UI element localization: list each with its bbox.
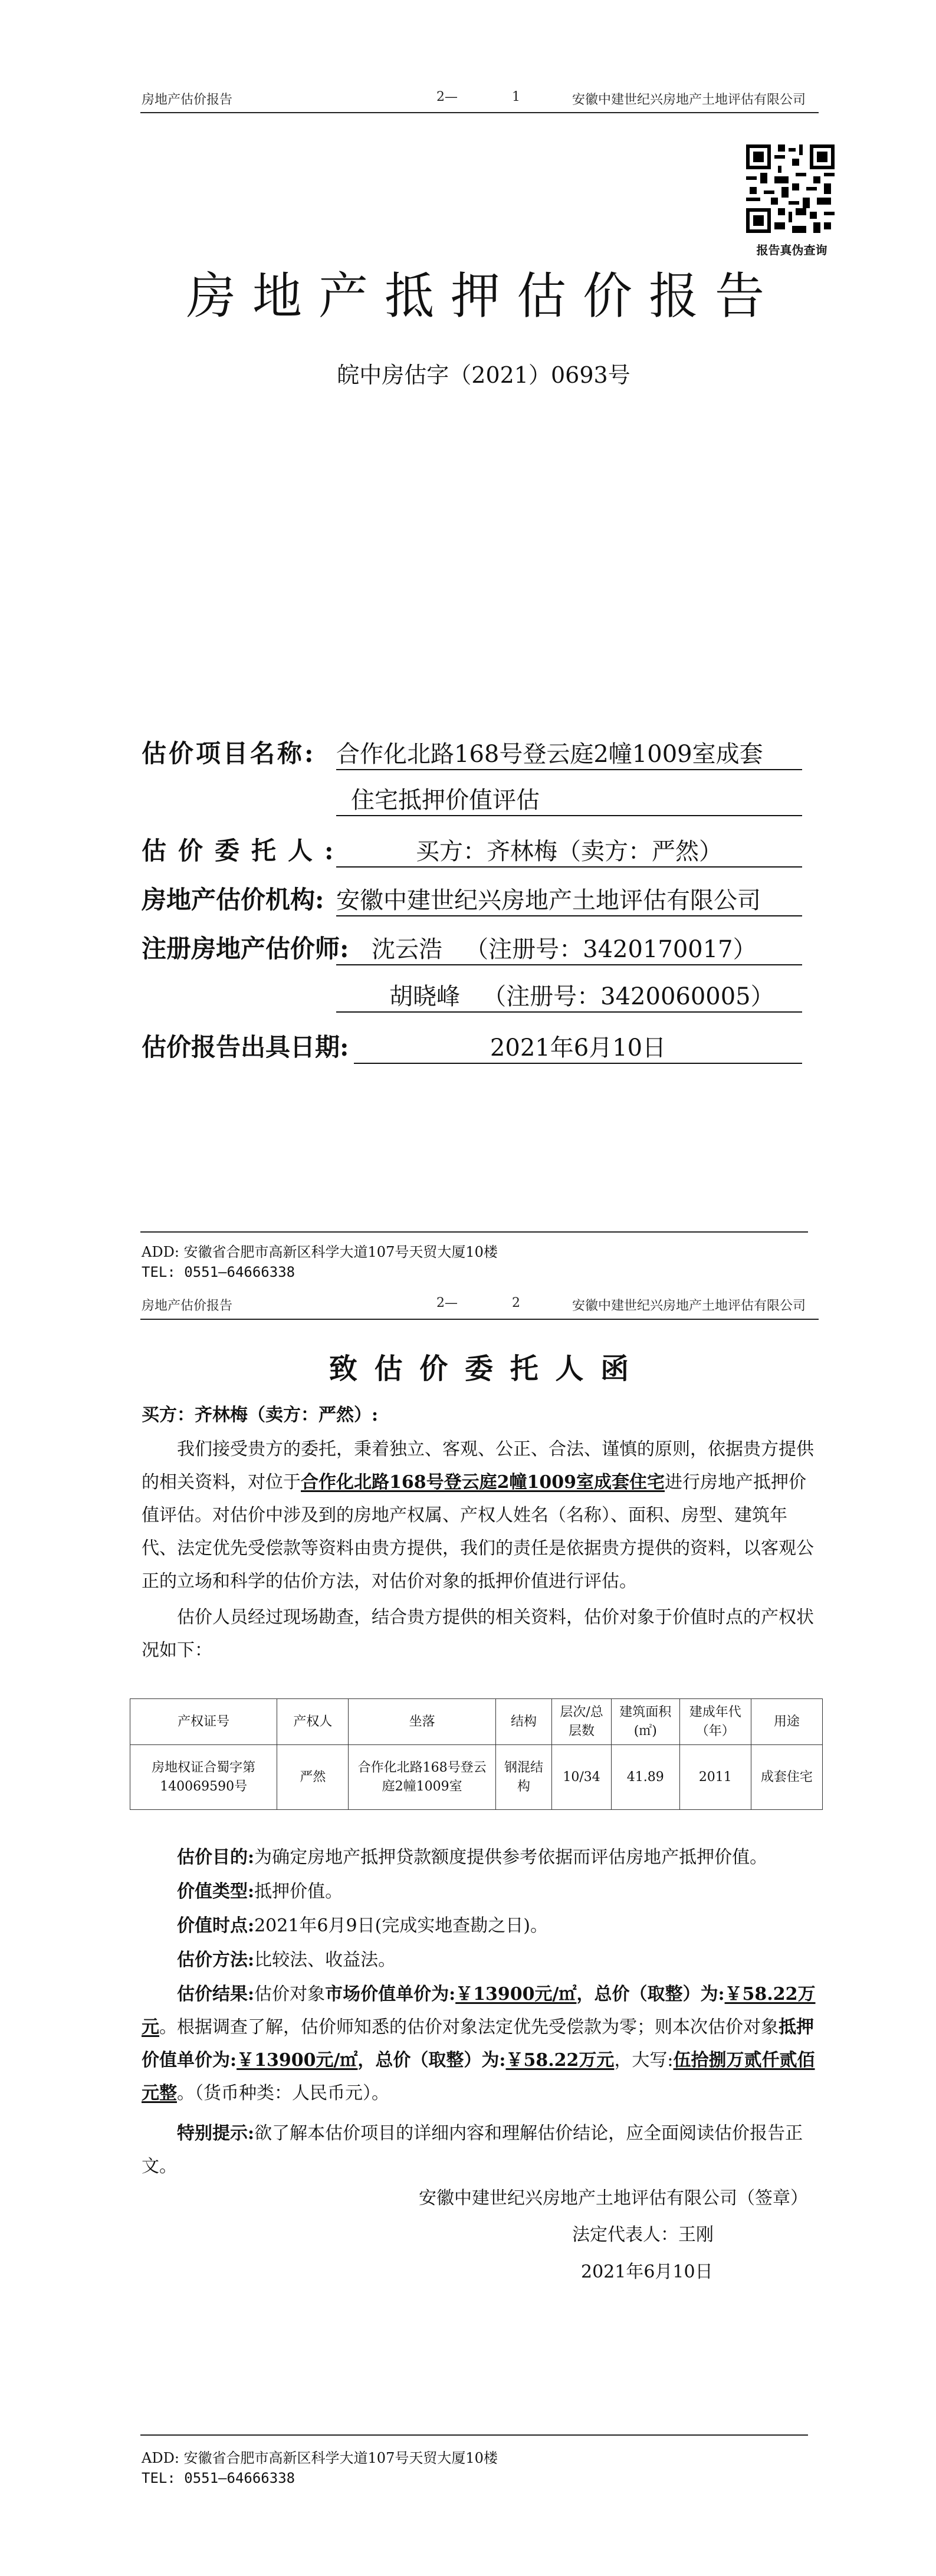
property-table bbox=[130, 1698, 823, 1810]
result-label: 估价结果: bbox=[177, 1984, 255, 2005]
appraiser-1: 沈云浩 （注册号：3420170017） bbox=[336, 931, 802, 965]
company-signature: 安徽中建世纪兴房地产土地评估有限公司（签章） bbox=[419, 2188, 808, 2209]
table-cell: 10/34 bbox=[552, 1745, 612, 1810]
notice-text: 欲了解本估价项目的详细内容和理解估价结论，应全面阅读估价报告正文。 bbox=[142, 2123, 803, 2177]
page1-header-page-prefix: 2— bbox=[436, 90, 458, 104]
page2-footer-rule bbox=[140, 2434, 808, 2436]
page1-footer-address: ADD: 安徽省合肥市高新区科学大道107号天贸大厦10楼 bbox=[142, 1244, 498, 1260]
notice-paragraph bbox=[142, 2117, 820, 2183]
page1-footer-rule bbox=[140, 1231, 808, 1233]
table-header: 建成年代（年） bbox=[679, 1699, 751, 1745]
purpose-line bbox=[142, 1841, 820, 1874]
market-total-label: ，总价（取整）为: bbox=[576, 1984, 725, 2005]
page1-header-right: 安徽中建世纪兴房地产土地评估有限公司 bbox=[572, 93, 806, 107]
document-number: 皖中房估字（2021）0693号 bbox=[337, 362, 630, 388]
value-time-line bbox=[142, 1910, 820, 1943]
purpose-value: 为确定房地产抵押贷款额度提供参考依据而评估房地产抵押价值。 bbox=[254, 1847, 768, 1868]
project-name-line2: 住宅抵押价值评估 bbox=[336, 781, 802, 816]
paragraph-1-body: 进行房地产抵押价值评估。对估价中涉及到的房地产权属、产权人姓名（名称）、面积、房型、建筑年代、法定优先受偿款等资料由贵方提供，我们的责任是依据贵方提供的资料，以客观公正的立场和科学的估价方法，对估价对象的抵押价值进行评估。 bbox=[142, 1472, 814, 1592]
paragraph-1-intro: 我们接受贵方的委托，秉着独立、客观、公正、合法、谨慎的原则，依据贵方提供的相关资料，对位于 bbox=[142, 1439, 814, 1493]
page2-header-page-num: 2 bbox=[512, 1296, 520, 1310]
client-label: 估价委托人: bbox=[142, 836, 346, 865]
table-header: 结构 bbox=[495, 1699, 551, 1745]
method-label: 估价方法: bbox=[177, 1950, 255, 1970]
letter-title: 致 估 价 委 托 人 函 bbox=[329, 1352, 633, 1385]
table-cell: 2011 bbox=[679, 1745, 751, 1810]
letter-paragraph-2: 估价人员经过现场勘查，结合贵方提供的相关资料，估价对象于价值时点的产权状况如下： bbox=[142, 1607, 814, 1661]
table-header: 建筑面积(㎡) bbox=[611, 1699, 679, 1745]
appraiser-2: 胡晓峰 （注册号：3420060005） bbox=[336, 978, 802, 1013]
mortgage-unit-price: ￥13900元/㎡ bbox=[237, 2050, 358, 2071]
market-unit-price-label: 市场价值单价为: bbox=[325, 1984, 456, 2005]
page2-footer-tel: TEL: 0551—64666338 bbox=[142, 2470, 295, 2486]
market-total-price: ￥58.22万元 bbox=[142, 1984, 816, 2038]
page1-header-left: 房地产估价报告 bbox=[142, 93, 233, 107]
mortgage-unit-price-label: 抵押价值单价为: bbox=[142, 2017, 814, 2071]
report-title: 房地产抵押估价报告 bbox=[186, 267, 781, 325]
table-cell: 房地权证合蜀字第140069590号 bbox=[130, 1745, 277, 1810]
page1-header-page-num: 1 bbox=[512, 90, 520, 104]
report-date-value: 2021年6月10日 bbox=[354, 1029, 802, 1064]
appraiser-label: 注册房地产估价师: bbox=[142, 934, 349, 963]
table-header: 层次/总层数 bbox=[552, 1699, 612, 1745]
legal-representative: 法定代表人：王刚 bbox=[572, 2225, 714, 2245]
qr-code-icon bbox=[746, 144, 835, 233]
table-cell: 成套住宅 bbox=[751, 1745, 822, 1810]
notice-label: 特别提示: bbox=[177, 2123, 255, 2144]
client-value: 买方：齐林梅（卖方：严然） bbox=[336, 833, 802, 868]
table-cell: 严然 bbox=[277, 1745, 349, 1810]
property-address: 合作化北路168号登云庭2幢1009室成套住宅 bbox=[301, 1472, 665, 1493]
purpose-label: 估价目的: bbox=[177, 1847, 255, 1868]
value-type-line bbox=[142, 1875, 820, 1908]
page2-header-page-prefix: 2— bbox=[436, 1296, 458, 1310]
qr-caption: 报告真伪查询 bbox=[756, 243, 827, 257]
report-date-label: 估价报告出具日期: bbox=[142, 1033, 349, 1062]
table-header: 产权人 bbox=[277, 1699, 349, 1745]
result-text-a: 估价对象 bbox=[254, 1984, 326, 2005]
table-header-row bbox=[130, 1699, 823, 1745]
signature-date: 2021年6月10日 bbox=[581, 2262, 713, 2282]
page1-header-rule bbox=[140, 112, 819, 113]
value-time-value: 2021年6月9日(完成实地查勘之日)。 bbox=[254, 1915, 549, 1936]
method-value: 比较法、收益法。 bbox=[254, 1950, 396, 1970]
mortgage-total-price: ￥58.22万元 bbox=[505, 2050, 615, 2071]
mortgage-total-words: 伍拾捌万贰仟贰佰元整 bbox=[142, 2050, 815, 2104]
letter-paragraph-1 bbox=[142, 1433, 820, 1598]
agency-label: 房地产估价机构: bbox=[142, 885, 324, 914]
page2-header-right: 安徽中建世纪兴房地产土地评估有限公司 bbox=[572, 1299, 806, 1313]
result-paragraph bbox=[142, 1978, 820, 2110]
value-type-label: 价值类型: bbox=[177, 1881, 255, 1902]
table-header: 产权证号 bbox=[130, 1699, 277, 1745]
project-name-label: 估价项目名称: bbox=[142, 739, 316, 768]
page2-header-rule bbox=[140, 1319, 819, 1320]
table-cell: 钢混结构 bbox=[495, 1745, 551, 1810]
value-type-value: 抵押价值。 bbox=[254, 1881, 343, 1902]
page2-footer-address: ADD: 安徽省合肥市高新区科学大道107号天贸大厦10楼 bbox=[142, 2450, 498, 2466]
table-header: 坐落 bbox=[349, 1699, 495, 1745]
project-name-line1: 合作化北路168号登云庭2幢1009室成套 bbox=[336, 735, 802, 770]
salutation: 买方：齐林梅（卖方：严然）: bbox=[142, 1405, 379, 1425]
page1-footer-tel: TEL: 0551—64666338 bbox=[142, 1264, 295, 1280]
value-time-label: 价值时点: bbox=[177, 1915, 255, 1936]
result-text-m: 。（货币种类：人民币元）。 bbox=[177, 2083, 389, 2104]
mortgage-total-label: ，总价（取整）为: bbox=[357, 2050, 506, 2071]
table-row bbox=[130, 1745, 823, 1810]
agency-value: 安徽中建世纪兴房地产土地评估有限公司 bbox=[336, 882, 802, 916]
market-unit-price: ￥13900元/㎡ bbox=[455, 1984, 577, 2005]
table-header: 用途 bbox=[751, 1699, 822, 1745]
result-text-k: ，大写: bbox=[614, 2050, 674, 2071]
page2-header-left: 房地产估价报告 bbox=[142, 1299, 233, 1313]
result-text-f: 。根据调查了解，估价师知悉的估价对象法定优先受偿款为零；则本次估价对象 bbox=[159, 2017, 779, 2038]
table-cell: 41.89 bbox=[611, 1745, 679, 1810]
method-line bbox=[142, 1944, 820, 1977]
table-cell: 合作化北路168号登云庭2幢1009室 bbox=[349, 1745, 495, 1810]
